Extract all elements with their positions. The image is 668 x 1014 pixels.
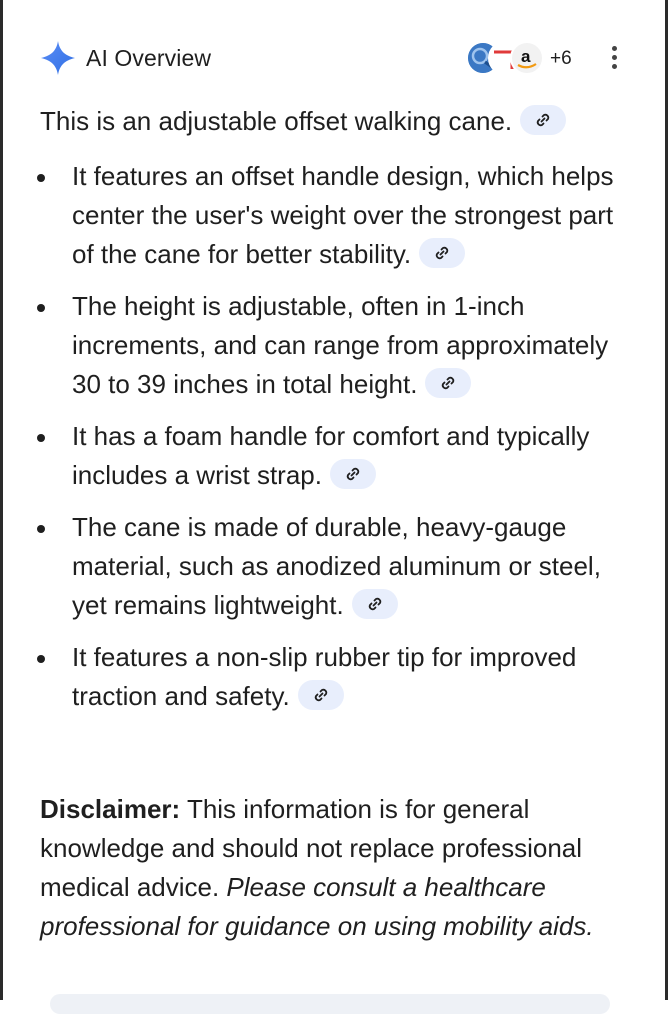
bullet-text: It has a foam handle for comfort and typically includes a wrist strap. (72, 421, 590, 490)
intro-paragraph (40, 102, 640, 141)
source-link-chip[interactable] (298, 680, 344, 710)
source-link-chip[interactable] (520, 105, 566, 135)
sources-more-count: +6 (550, 48, 572, 69)
bullet-dot (37, 304, 45, 312)
list-item (0, 508, 632, 625)
disclaimer-italic-text: Please consult a healthcare professional for guidance on using mobility aids. (40, 872, 594, 941)
intro-text: This is an adjustable offset walking cane. (40, 106, 513, 136)
bullet-dot (37, 655, 45, 663)
source-link-chip[interactable] (352, 589, 398, 619)
disclaimer-text: This information is for general knowledge and should not replace professional medical advice. (40, 794, 583, 902)
link-icon (344, 465, 362, 483)
sources-button[interactable] (466, 41, 586, 77)
overview-bullet-list (0, 157, 640, 729)
disclaimer-label: Disclaimer: (40, 794, 181, 824)
list-item (0, 638, 632, 716)
link-icon (433, 244, 451, 262)
source-link-chip[interactable] (330, 459, 376, 489)
list-item (0, 417, 632, 495)
bullet-dot (37, 174, 45, 182)
link-icon (312, 686, 330, 704)
next-card-edge (50, 994, 610, 1014)
svg-text:a: a (521, 47, 531, 66)
ai-overview-header (40, 38, 640, 80)
more-vert-icon[interactable] (610, 46, 618, 72)
bullet-text: The height is adjustable, often in 1-inch increments, and can range from approximately 30 to 39 inches in total height. (72, 291, 609, 399)
ai-overview-title: AI Overview (86, 45, 212, 71)
source-link-chip[interactable] (419, 238, 465, 268)
disclaimer-paragraph (40, 790, 640, 946)
list-item (0, 157, 632, 274)
gemini-sparkle-icon (40, 40, 76, 76)
bullet-dot (37, 525, 45, 533)
bullet-text: The cane is made of durable, heavy-gauge material, such as anodized aluminum or steel, yet remains lightweight. (72, 512, 601, 620)
list-item (0, 287, 632, 404)
source-link-chip[interactable] (425, 368, 471, 398)
link-icon (534, 111, 552, 129)
bullet-text: It features a non-slip rubber tip for improved traction and safety. (72, 642, 577, 711)
amazon-favicon (510, 41, 544, 75)
link-icon (439, 374, 457, 392)
bullet-dot (37, 434, 45, 442)
link-icon (366, 595, 384, 613)
bullet-text: It features an offset handle design, which helps center the user's weight over the strongest part of the cane for better stability. (72, 161, 614, 269)
